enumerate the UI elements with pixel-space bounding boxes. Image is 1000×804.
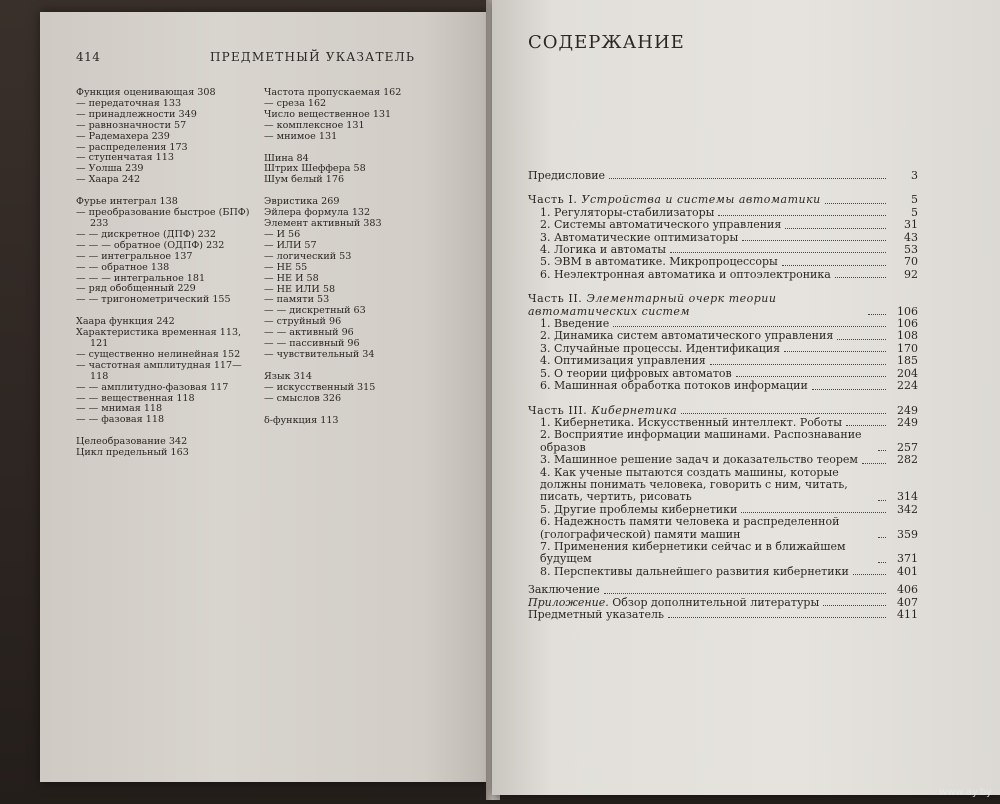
toc-page-number: 314: [897, 490, 918, 504]
toc-label-italic: Кибернетика: [591, 403, 678, 417]
leader-dots: [736, 376, 886, 377]
toc-label-text: 6. Надежность памяти человека и распределенной (голографической) памяти машин: [540, 515, 840, 541]
toc-page-number: 31: [904, 218, 918, 232]
index-entry: Элемент активный 383: [264, 218, 382, 230]
index-entry: Характеристика временная 113,: [76, 327, 242, 339]
index-entry: Эвристика 269: [264, 196, 340, 208]
index-entry: — принадлежности 349: [76, 108, 197, 120]
toc-label-text: 3. Случайные процессы. Идентификация: [540, 341, 781, 355]
index-entry: — НЕ ИЛИ 58: [264, 283, 336, 295]
left-page: [40, 12, 490, 782]
toc-label-text: 4. Как ученые пытаются создать машины, которые должны понимать человека, говорить с ним, читать, писать, чертить, рисовать: [540, 465, 848, 504]
index-entry: Хаара функция 242: [76, 316, 175, 328]
leader-dots: [742, 240, 886, 241]
toc-entry: [528, 399, 918, 417]
toc-page-number: 185: [897, 354, 918, 368]
leader-dots: [613, 326, 886, 327]
toc-label-text: Заключение: [528, 583, 600, 597]
toc-label-text: Часть III.: [528, 403, 592, 417]
toc-label: [528, 609, 664, 621]
toc-entry: [528, 287, 918, 318]
index-entry: Фурье интеграл 138: [76, 196, 178, 208]
index-entry: Частота пропускаемая 162: [264, 87, 402, 98]
toc-entry: [528, 380, 918, 392]
toc-page-number: 108: [897, 329, 918, 343]
toc-page-number: 204: [897, 366, 918, 380]
toc-entry: [528, 566, 918, 578]
toc-label-text: Предисловие: [528, 169, 606, 182]
index-entry: Цикл предельный 163: [76, 447, 189, 459]
toc-label-text: 5. Другие проблемы кибернетики: [540, 502, 738, 516]
toc-entry: [528, 541, 918, 566]
index-entry: — чувствительный 34: [264, 348, 375, 360]
index-entry: Штрих Шеффера 58: [264, 163, 366, 175]
index-entry: — — активный 96: [264, 327, 354, 339]
toc-entry: [528, 188, 918, 206]
index-entry: Функция оценивающая 308: [76, 87, 216, 98]
leader-dots: [681, 413, 886, 414]
toc-label-text: 7. Применения кибернетики сейчас и в ближайшем будущем: [540, 539, 846, 566]
toc-label-text: Обзор дополнительной литературы: [608, 595, 820, 609]
index-entry: Шина 84: [264, 152, 309, 164]
toc-page-number: 401: [897, 564, 918, 578]
toc-label-italic: Устройства и системы автоматики: [581, 193, 821, 207]
leader-dots: [823, 605, 886, 606]
index-entry: — ступенчатая 113: [76, 152, 174, 164]
toc-page-number: 43: [904, 230, 918, 244]
index-entry: — НЕ 55: [264, 261, 308, 273]
toc-label-text: 3. Машинное решение задач и доказательство теорем: [540, 453, 858, 467]
index-entry: — логический 53: [264, 250, 352, 262]
leader-dots: [878, 450, 886, 451]
index-entry: — искусственный 315: [264, 381, 376, 393]
leader-dots: [835, 277, 886, 278]
index-entry: — Хаара 242: [76, 174, 141, 186]
index-entry: — ИЛИ 57: [264, 239, 317, 251]
index-entry: — среза 162: [264, 97, 327, 109]
index-entry: — — мнимая 118: [76, 403, 163, 415]
index-entry: Эйлера формула 132: [264, 207, 371, 219]
toc-label-text: 2. Динамика систем автоматического управления: [540, 329, 834, 343]
toc-label-text: 6. Машинная обработка потоков информации: [540, 379, 808, 393]
leader-dots: [878, 537, 886, 538]
leader-dots: [609, 178, 886, 179]
index-entry: — распределения 173: [76, 141, 188, 153]
toc-page-number: 371: [897, 552, 918, 566]
leader-dots: [825, 203, 886, 204]
leader-dots: [604, 593, 886, 594]
index-entry: — — интегральное 137: [76, 250, 193, 262]
index-entry: Язык 314: [264, 370, 312, 382]
toc-entry: [528, 269, 918, 281]
right-page: [492, 0, 1000, 795]
toc-page-number: 53: [904, 243, 918, 257]
toc-page-number: 5: [911, 205, 918, 219]
toc-label: [528, 566, 849, 578]
leader-dots: [846, 425, 886, 426]
toc-label-text: Часть I.: [528, 193, 582, 207]
leader-dots: [710, 364, 886, 365]
toc-label-italic: Приложение.: [528, 595, 609, 609]
toc-page-number: 411: [897, 608, 918, 621]
leader-dots: [668, 617, 886, 618]
toc-page-number: 3: [911, 169, 918, 182]
index-entry: — — — обратное (ОДПФ) 232: [76, 239, 225, 251]
index-entry: — мнимое 131: [264, 130, 338, 142]
toc-page-number: 106: [897, 317, 918, 331]
toc-label: [528, 293, 864, 318]
toc-page-number: 106: [897, 304, 918, 318]
toc-label: [528, 429, 874, 454]
leader-dots: [782, 265, 886, 266]
index-entry: — — вещественная 118: [76, 392, 195, 404]
index-column-1: [76, 88, 276, 459]
toc-label-text: 1. Регуляторы-стабилизаторы: [540, 205, 715, 219]
leader-dots: [670, 252, 886, 253]
toc-label-text: 6. Неэлектронная автоматика и оптоэлектроника: [540, 267, 831, 281]
leader-dots: [878, 500, 886, 501]
leader-dots: [837, 339, 886, 340]
leader-dots: [784, 351, 886, 352]
index-entry: — передаточная 133: [76, 97, 182, 109]
leader-dots: [862, 463, 886, 464]
index-entry: — Радемахера 239: [76, 130, 170, 142]
spacer: [264, 405, 454, 416]
index-entry: — смыслов 326: [264, 392, 342, 404]
toc-page-number: 342: [897, 502, 918, 516]
index-entry: Число вещественное 131: [264, 108, 392, 120]
index-entry: — равнозначности 57: [76, 119, 187, 131]
index-entry: — — обратное 138: [76, 261, 170, 273]
toc-page-number: 407: [897, 595, 918, 609]
toc-page-number: 257: [897, 440, 918, 454]
toc-label: [528, 467, 874, 504]
index-entry: 121: [90, 338, 109, 350]
index-entry: — И 56: [264, 228, 301, 240]
toc-page-number: 5: [911, 193, 918, 207]
toc-page-number: 224: [897, 379, 918, 393]
watermark: www.ay.by: [939, 787, 992, 798]
toc-label-text: 3. Автоматические оптимизаторы: [540, 230, 739, 244]
toc-label: [528, 380, 808, 392]
toc-label-text: 5. О теории цифровых автоматов: [540, 366, 732, 380]
index-column-2: [264, 88, 454, 426]
page-number: 414: [76, 50, 101, 64]
index-entry: — — амплитудно-фазовая 117: [76, 381, 229, 393]
toc-label-text: 2. Системы автоматического управления: [540, 218, 782, 232]
toc-label-text: 1. Введение: [540, 317, 610, 331]
leader-dots: [868, 314, 886, 315]
leader-dots: [812, 389, 886, 390]
index-entry: — струйный 96: [264, 316, 342, 328]
toc-page-number: 249: [897, 415, 918, 429]
index-entry: — комплексное 131: [264, 119, 365, 131]
toc-label: [528, 541, 874, 566]
toc-label-text: Часть II.: [528, 292, 587, 306]
toc-label: [528, 516, 874, 541]
spacer: [264, 143, 454, 154]
toc-page-number: 70: [904, 255, 918, 269]
contents-title: СОДЕРЖАНИЕ: [528, 32, 685, 53]
toc-label-text: 2. Восприятие информации машинами. Распознавание образов: [540, 428, 862, 454]
toc-entry: [528, 516, 918, 541]
index-entry: — преобразование быстрое (БПФ): [76, 207, 250, 219]
index-entry: Шум белый 176: [264, 174, 345, 186]
index-entry: δ-функция 113: [264, 414, 339, 426]
toc-page-number: 249: [897, 403, 918, 417]
toc-label-italic: Элементарный очерк теории автоматических систем: [528, 292, 777, 318]
index-entry: — — — интегральное 181: [76, 272, 206, 284]
index-entry: — ряд обобщенный 229: [76, 283, 196, 295]
toc-page-number: 282: [897, 453, 918, 467]
toc-label-text: 1. Кибернетика. Искусственный интеллект. Роботы: [540, 415, 842, 429]
index-entry: — существенно нелинейная 152: [76, 348, 241, 360]
toc-page-number: 406: [897, 583, 918, 597]
index-entry: — Уолша 239: [76, 163, 144, 175]
index-entry: — — пассивный 96: [264, 338, 360, 350]
index-entry: — памяти 53: [264, 294, 330, 306]
index-entry: — — дискретный 63: [264, 305, 366, 317]
toc-entry: [528, 429, 918, 454]
index-entry: 233: [90, 217, 109, 229]
toc-page-number: 92: [904, 267, 918, 281]
toc-label: [528, 269, 831, 281]
toc-label-text: Предметный указатель: [528, 608, 665, 621]
index-entry: — — дискретное (ДПФ) 232: [76, 228, 216, 240]
index-entry: — — тригонометрический 155: [76, 294, 231, 306]
toc-label-text: 4. Логика и автоматы: [540, 243, 667, 257]
toc-label-text: 4. Оптимизация управления: [540, 354, 706, 368]
toc-page-number: 170: [897, 341, 918, 355]
leader-dots: [853, 574, 886, 575]
running-title: ПРЕДМЕТНЫЙ УКАЗАТЕЛЬ: [210, 50, 416, 64]
toc-label-text: 8. Перспективы дальнейшего развития кибернетики: [540, 564, 849, 578]
index-entry: — НЕ И 58: [264, 272, 319, 284]
index-entry: 118: [90, 370, 109, 382]
leader-dots: [718, 215, 886, 216]
index-entry: Целеобразование 342: [76, 436, 188, 448]
toc-page-number: 359: [897, 527, 918, 541]
leader-dots: [785, 228, 886, 229]
table-of-contents: [528, 170, 918, 621]
toc-label-text: 5. ЭВМ в автоматике. Микропроцессоры: [540, 255, 778, 269]
toc-entry: [528, 467, 918, 504]
leader-dots: [878, 562, 886, 563]
toc-entry: [528, 170, 918, 182]
toc-label: [528, 170, 605, 182]
index-entry: — — фазовая 118: [76, 414, 165, 426]
leader-dots: [741, 512, 886, 513]
toc-entry: [528, 609, 918, 621]
index-entry: — частотная амплитудная 117—: [76, 359, 242, 371]
